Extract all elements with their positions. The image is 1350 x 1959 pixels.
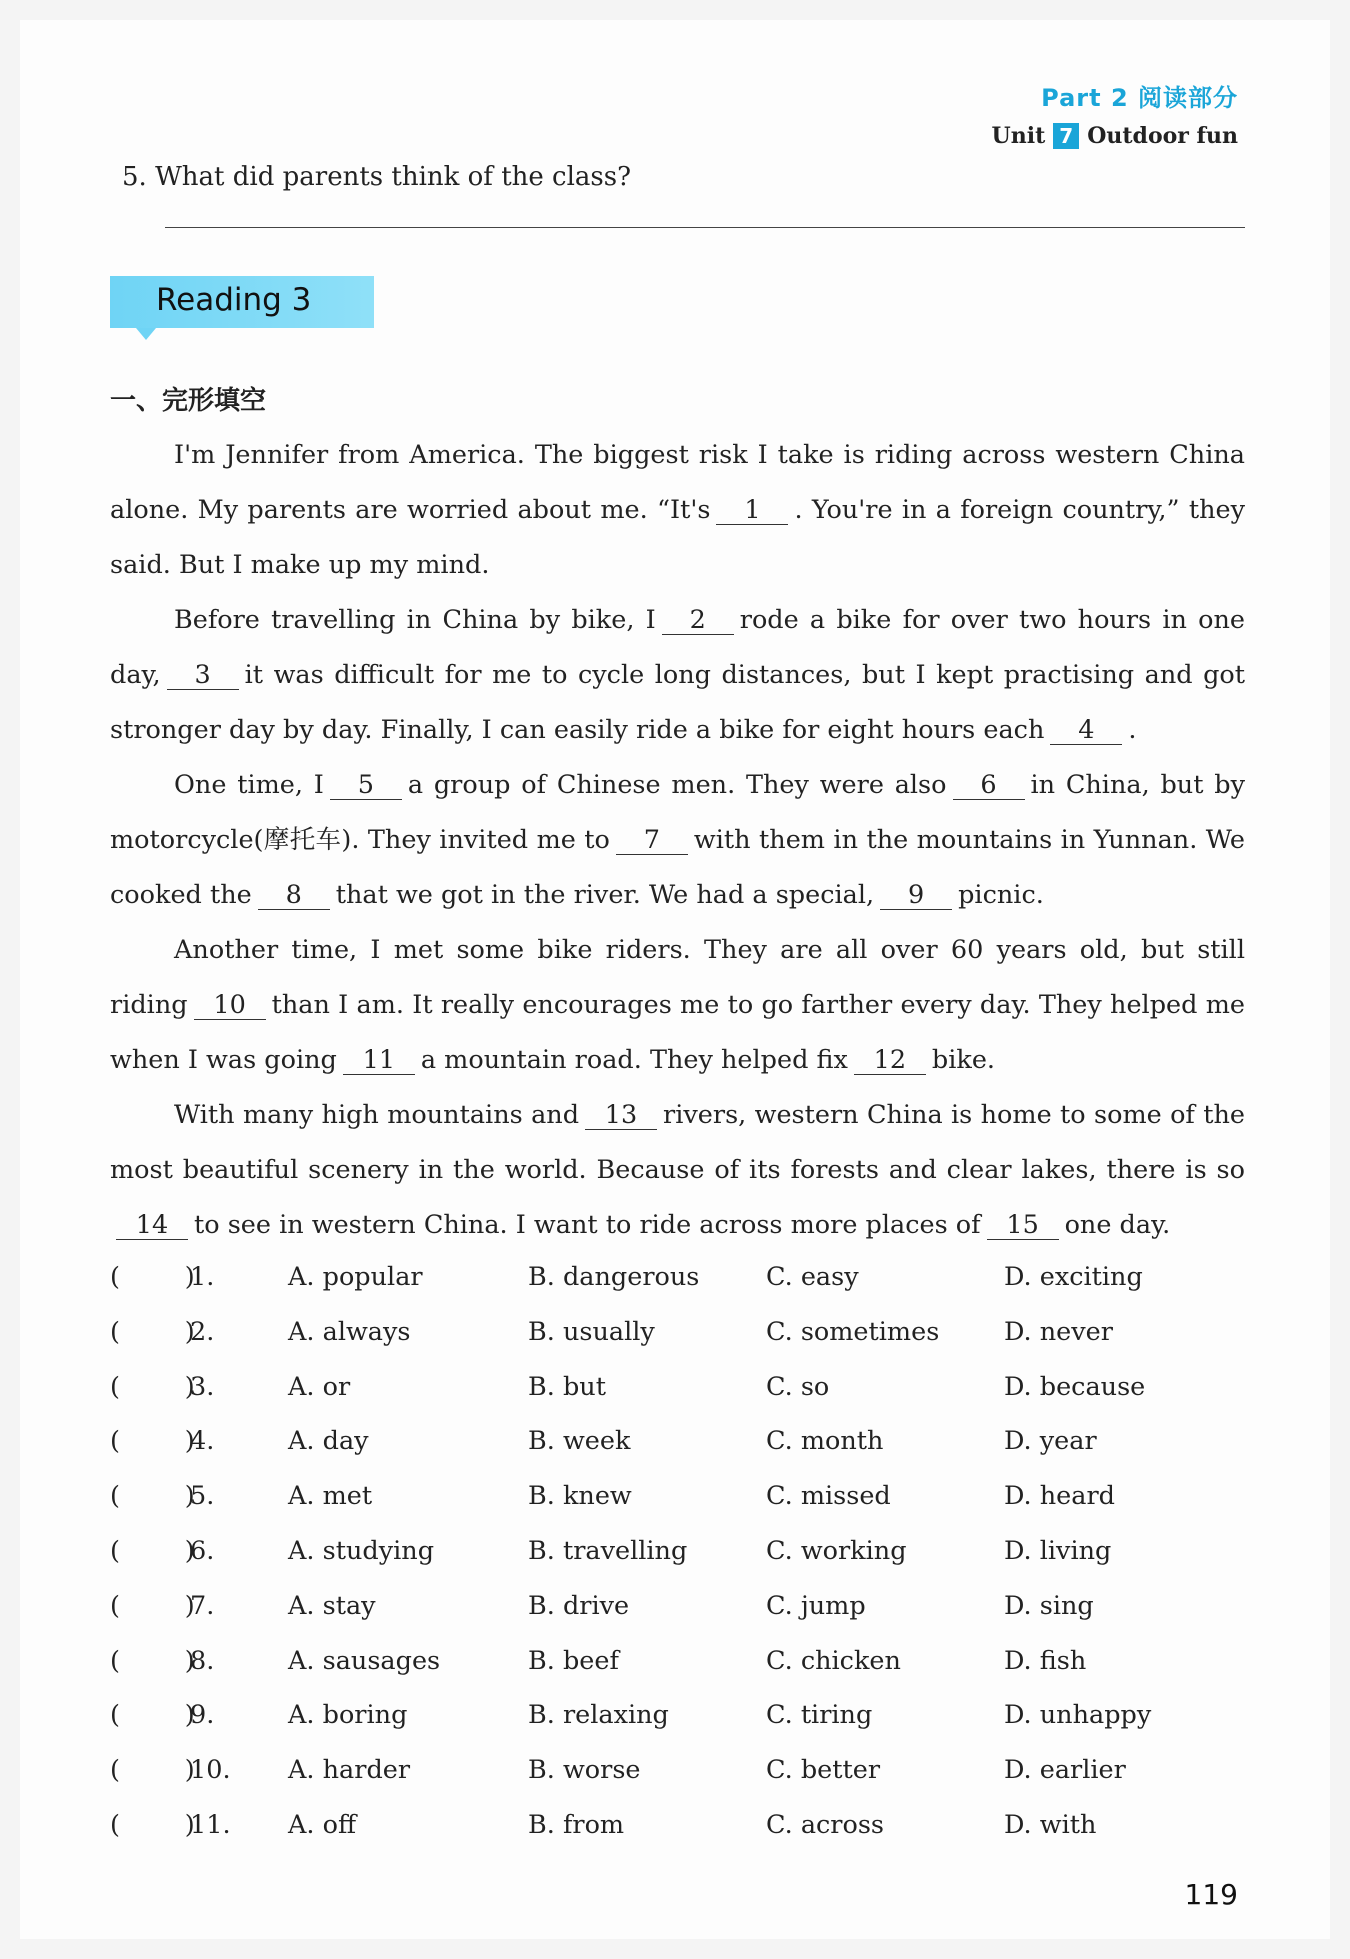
option-d[interactable]: D. unhappy (1004, 1700, 1152, 1731)
answer-bracket[interactable]: ( ) (110, 1755, 195, 1786)
answer-bracket[interactable]: ( ) (110, 1535, 195, 1566)
unit-word: Unit (991, 123, 1046, 149)
option-b[interactable]: B. from (528, 1809, 625, 1840)
passage-text: rivers, western China is home to some of the most beautiful scenery in the world. Because of its forests and clear lakes, there is so (110, 1100, 1245, 1185)
answer-bracket[interactable]: ( ) (110, 1426, 195, 1457)
option-b[interactable]: B. drive (528, 1590, 630, 1621)
passage-text: in China, but by motorcycle(摩托车). They invited me to (110, 770, 1245, 855)
question-number: 1. (190, 1262, 215, 1292)
answer-bracket[interactable]: ( ) (110, 1371, 195, 1402)
option-c[interactable]: C. better (766, 1755, 881, 1786)
answer-options (110, 1252, 1260, 1855)
option-d[interactable]: D. exciting (1004, 1262, 1143, 1292)
passage-text: . You're in a foreign country,” they said. But I make up my mind. (110, 495, 1245, 580)
answer-bracket[interactable]: ( ) (110, 1262, 195, 1292)
passage-text: One time, I (174, 770, 324, 800)
option-b[interactable]: B. week (528, 1426, 631, 1457)
passage-text: that we got in the river. We had a special, (335, 880, 875, 910)
option-a[interactable]: A. always (288, 1316, 411, 1347)
section-title: 一、完形填空 (110, 386, 267, 416)
option-d[interactable]: D. fish (1004, 1645, 1087, 1676)
question-5: 5. What did parents think of the class? (122, 162, 632, 192)
reading-banner (110, 276, 374, 328)
option-a[interactable]: A. sausages (288, 1645, 441, 1676)
option-c[interactable]: C. jump (766, 1590, 866, 1621)
passage-text: a group of Chinese men. They were also (407, 770, 947, 800)
page-number: 119 (1184, 1878, 1238, 1911)
unit-label (992, 123, 1238, 149)
passage-paragraph (110, 428, 1245, 593)
option-c[interactable]: C. working (766, 1535, 907, 1566)
option-c[interactable]: C. tiring (766, 1700, 873, 1731)
option-d[interactable]: D. sing (1004, 1590, 1094, 1621)
option-b[interactable]: B. knew (528, 1481, 632, 1512)
passage-text: . (1128, 715, 1137, 745)
passage-text: than I am. It really encourages me to go farther every day. They helped me when I was going (110, 990, 1245, 1075)
option-c[interactable]: C. missed (766, 1481, 891, 1512)
option-row (110, 1307, 1260, 1362)
option-row (110, 1526, 1260, 1581)
option-d[interactable]: D. because (1004, 1371, 1146, 1402)
passage-paragraph (110, 758, 1245, 923)
question-number: 4. (190, 1426, 215, 1457)
blank-12[interactable]: 12 (854, 1046, 926, 1075)
answer-bracket[interactable]: ( ) (110, 1809, 195, 1840)
option-c[interactable]: C. chicken (766, 1645, 901, 1676)
question-number: 10. (190, 1755, 231, 1786)
unit-number-badge: 7 (1053, 123, 1079, 149)
option-a[interactable]: A. or (288, 1371, 351, 1402)
option-b[interactable]: B. usually (528, 1316, 655, 1347)
option-a[interactable]: A. harder (288, 1755, 411, 1786)
option-a[interactable]: A. stay (288, 1590, 376, 1621)
blank-9[interactable]: 9 (880, 881, 952, 910)
option-row (110, 1690, 1260, 1745)
passage-text: one day. (1064, 1210, 1171, 1240)
passage-paragraph (110, 923, 1245, 1088)
part-label: Part 2 阅读部分 (1041, 84, 1238, 112)
question-number: 8. (190, 1645, 215, 1676)
blank-10[interactable]: 10 (194, 991, 266, 1020)
workbook-page (20, 20, 1330, 1939)
option-c[interactable]: C. so (766, 1371, 830, 1402)
question-number: 6. (190, 1535, 215, 1566)
option-b[interactable]: B. worse (528, 1755, 641, 1786)
question-number: 11. (190, 1809, 231, 1840)
blank-5[interactable]: 5 (330, 771, 402, 800)
option-a[interactable]: A. boring (288, 1700, 408, 1731)
blank-14[interactable]: 14 (116, 1211, 188, 1240)
passage-text: With many high mountains and (174, 1100, 580, 1130)
option-a[interactable]: A. studying (288, 1535, 435, 1566)
option-c[interactable]: C. month (766, 1426, 884, 1457)
option-d[interactable]: D. earlier (1004, 1755, 1126, 1786)
option-a[interactable]: A. popular (288, 1262, 423, 1292)
option-row (110, 1252, 1260, 1307)
blank-15[interactable]: 15 (987, 1211, 1059, 1240)
option-b[interactable]: B. travelling (528, 1535, 688, 1566)
option-a[interactable]: A. met (288, 1481, 373, 1512)
question-number: 5. (190, 1481, 215, 1512)
answer-bracket[interactable]: ( ) (110, 1481, 195, 1512)
blank-7[interactable]: 7 (616, 826, 688, 855)
passage-text: I'm Jennifer from America. The biggest risk I take is riding across western China alone. My parents are worried about me. “It's (110, 440, 1245, 525)
option-row (110, 1636, 1260, 1691)
option-c[interactable]: C. easy (766, 1262, 859, 1292)
banner-tail-shape (136, 328, 156, 340)
question-number: 7. (190, 1590, 215, 1621)
option-a[interactable]: A. off (288, 1809, 357, 1840)
question-number: 3. (190, 1371, 215, 1402)
blank-4[interactable]: 4 (1050, 716, 1122, 745)
blank-6[interactable]: 6 (953, 771, 1025, 800)
passage-text: Before travelling in China by bike, I (174, 605, 656, 635)
passage-paragraph (110, 593, 1245, 758)
answer-bracket[interactable]: ( ) (110, 1700, 195, 1731)
blank-11[interactable]: 11 (343, 1046, 415, 1075)
question-number: 2. (190, 1316, 215, 1347)
passage-text: with them in the mountains in Yunnan. We cooked the (110, 825, 1245, 910)
blank-8[interactable]: 8 (258, 881, 330, 910)
option-row (110, 1471, 1260, 1526)
blank-3[interactable]: 3 (167, 661, 239, 690)
passage-text: picnic. (958, 880, 1044, 910)
blank-1[interactable]: 1 (716, 496, 788, 525)
answer-line[interactable] (165, 227, 1245, 228)
option-row (110, 1800, 1260, 1855)
page-header (992, 78, 1238, 149)
option-a[interactable]: A. day (288, 1426, 369, 1457)
option-d[interactable]: D. year (1004, 1426, 1097, 1457)
passage-text: bike. (931, 1045, 996, 1075)
question-number: 9. (190, 1700, 215, 1731)
answer-bracket[interactable]: ( ) (110, 1316, 195, 1347)
option-d[interactable]: D. living (1004, 1535, 1112, 1566)
blank-13[interactable]: 13 (585, 1101, 657, 1130)
passage-text: to see in western China. I want to ride across more places of (194, 1210, 981, 1240)
option-c[interactable]: C. across (766, 1809, 885, 1840)
passage-text: Another time, I met some bike riders. They are all over 60 years old, but still riding (110, 935, 1245, 1020)
blank-2[interactable]: 2 (662, 606, 734, 635)
passage-paragraph (110, 1088, 1245, 1253)
passage-text: rode a bike for over two hours in one day, (110, 605, 1245, 690)
option-c[interactable]: C. sometimes (766, 1316, 940, 1347)
option-d[interactable]: D. never (1004, 1316, 1113, 1347)
option-b[interactable]: B. but (528, 1371, 606, 1402)
option-d[interactable]: D. with (1004, 1809, 1097, 1840)
option-b[interactable]: B. relaxing (528, 1700, 669, 1731)
option-row (110, 1362, 1260, 1417)
answer-bracket[interactable]: ( ) (110, 1590, 195, 1621)
option-row (110, 1745, 1260, 1800)
option-row (110, 1416, 1260, 1471)
unit-title: Outdoor fun (1087, 123, 1238, 149)
passage-text: it was difficult for me to cycle long distances, but I kept practising and got stronger day by day. Finally, I can easily ride a bike for eight hours each (110, 660, 1245, 745)
option-b[interactable]: B. beef (528, 1645, 619, 1676)
reading-title: Reading 3 (156, 282, 312, 318)
option-row (110, 1581, 1260, 1636)
answer-bracket[interactable]: ( ) (110, 1645, 195, 1676)
option-d[interactable]: D. heard (1004, 1481, 1115, 1512)
cloze-passage (110, 428, 1245, 1253)
option-b[interactable]: B. dangerous (528, 1262, 700, 1292)
passage-text: a mountain road. They helped fix (420, 1045, 848, 1075)
